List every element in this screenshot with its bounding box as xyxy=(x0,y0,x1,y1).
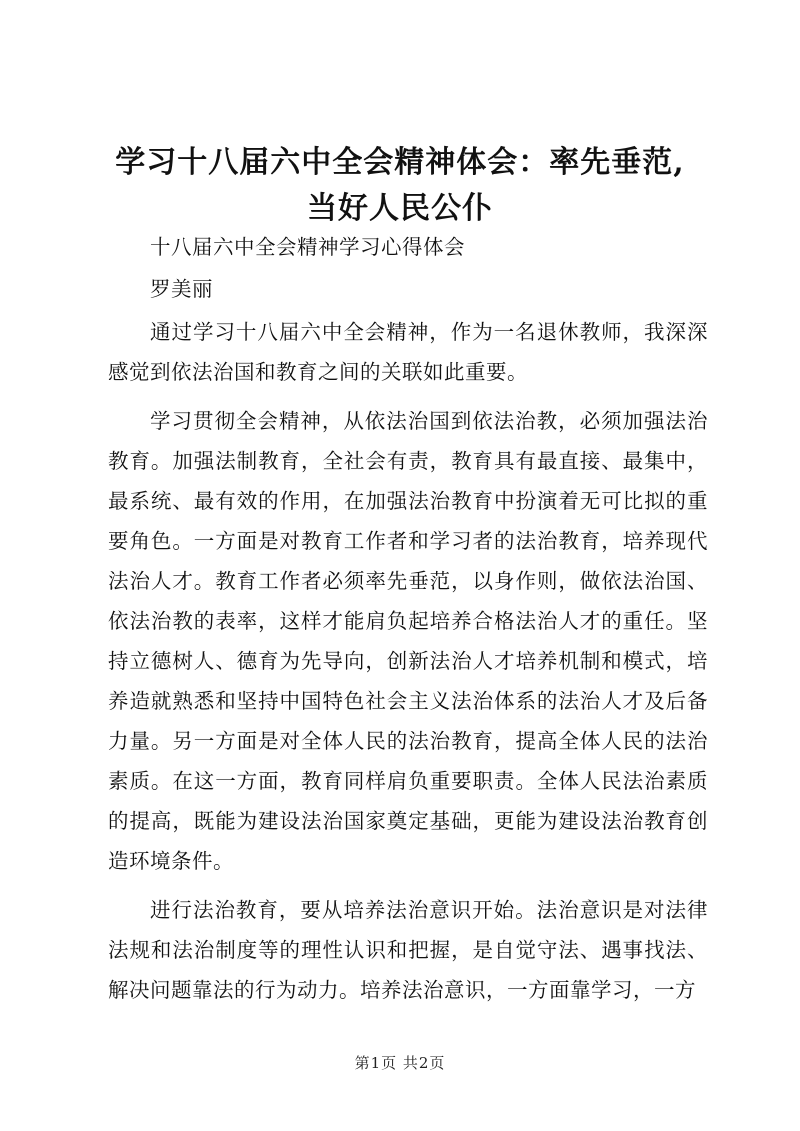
document-subtitle: 十八届六中全会精神学习心得体会 xyxy=(150,235,465,259)
paragraph-3: 进行法治教育，要从培养法治意识开始。法治意识是对法律法规和法治制度等的理性认识和把握，是自觉守法、遇事找法、解决问题靠法的行为动力。培养法治意识，一方面靠学习，一方 xyxy=(108,898,708,1002)
paragraph-1: 通过学习十八届六中全会精神，作为一名退休教师，我深深感觉到依法治国和教育之间的关联如此重要。 xyxy=(108,320,708,384)
page-footer: 第1页 共2页 xyxy=(354,1054,446,1072)
document-body xyxy=(108,228,708,1019)
document-author: 罗美丽 xyxy=(150,277,213,301)
document-title: 学习十八届六中全会精神体会：率先垂范,当好人民公仆 xyxy=(115,145,685,226)
paragraph-2: 学习贯彻全会精神，从依法治国到依法治教，必须加强法治教育。加强法制教育，全社会有责，教育具有最直接、最集中，最系统、最有效的作用，在加强法治教育中扮演着无可比拟的重要角色。一方面是对教育工作者和学习者的法治教育，培养现代法治人才。教育工作者必须率先垂范，以身作则，做依法治国、依法治教的表率，这样才能肩负起培养合格法治人才的重任。坚持立德树人、德育为先导向，创新法治人才培养机制和模式，培养造就熟悉和坚持中国特色社会主义法治体系的法治人才及后备力量。另一方面是对全体人民的法治教育，提高全体人民的法治素质。在这一方面，教育同样肩负重要职责。全体人民法治素质的提高，既能为建设法治国家奠定基础，更能为建设法治教育创造环境条件。 xyxy=(108,409,708,873)
